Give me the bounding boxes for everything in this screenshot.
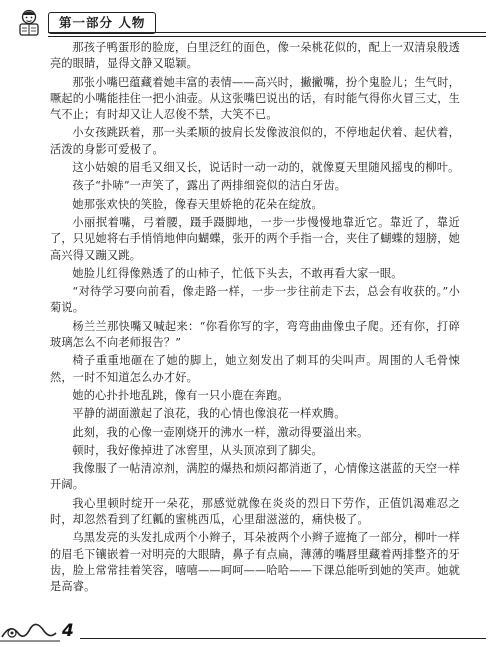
paragraph: 小女孩跳跃着，那一头柔顺的披肩长发像波浪似的，不停地起伏着、起伏着，活泼的身影可爱极了。 bbox=[50, 126, 460, 156]
article-body bbox=[50, 40, 460, 598]
paragraph: 此刻，我的心像一壶刚烧开的沸水一样，激动得要溢出来。 bbox=[72, 425, 369, 439]
header-rule bbox=[48, 32, 486, 33]
paragraph: “对待学习要向前看，像走路一样，一步一步往前走下去，总会有收获的。”小菊说。 bbox=[50, 285, 460, 315]
paragraph: 小丽抿着嘴，弓着腰，蹑手蹑脚地，一步一步慢慢地靠近它。靠近了，靠近了，只见她将右手悄悄地伸向蝴蝶，张开的两个手指一合，夹住了蝴蝶的翅膀，她高兴得又蹦又跳。 bbox=[50, 215, 460, 262]
paragraph: 我像服了一帖清凉剂，满腔的爆热和烦闷都消逝了，心情像这湛蓝的天空一样开阔。 bbox=[50, 462, 460, 492]
paragraph: 乌黑发亮的头发扎成两个小辫子，耳朵被两个小辫子遮掩了一部分，柳叶一样的眉毛下镶嵌着一对明亮的大眼睛，鼻子有点扁，薄薄的嘴唇里藏着两排整齐的牙齿，脸上常常挂着笑容，嘻嘻——呵呵——哈哈——下课总能听到她的笑声。她就是高睿。 bbox=[50, 531, 460, 594]
paragraph: 那张小嘴巴蕴藏着她丰富的表情——高兴时，撇撇嘴，扮个鬼脸儿；生气时，噘起的小嘴能挂住一把小油壶。从这张嘴巴说出的话，有时能气得你火冒三丈，生气不止；有时却又让人忍俊不禁，大笑不已。 bbox=[50, 75, 460, 122]
paragraph: 她脸儿红得像熟透了的山柿子，忙低下头去，不敢再看大家一眼。 bbox=[72, 266, 403, 280]
paragraph: 这小姑娘的眉毛又细又长，说话时一动一动的，就像夏天里随风摇曳的柳叶。 bbox=[72, 161, 460, 175]
section-title: 第一部分 人物 bbox=[48, 12, 156, 34]
paragraph: 她的心扑扑地乱跳，像有一只小鹿在奔跑。 bbox=[72, 388, 289, 402]
page-header bbox=[14, 8, 486, 36]
paragraph: 椅子重重地砸在了她的脚上，她立刻发出了刺耳的尖叫声。周围的人毛骨悚然，一时不知道怎么办才好。 bbox=[50, 354, 460, 384]
paragraph: 杨兰兰那快嘴又喊起来：“你看你写的字，弯弯曲曲像虫子爬。还有你，打碎玻璃怎么不向老师报告？” bbox=[50, 319, 460, 350]
page-footer bbox=[0, 613, 500, 647]
paragraph: 孩子“扑哧”一声笑了，露出了两排细瓷似的洁白牙齿。 bbox=[72, 179, 347, 193]
paragraph: 我心里顿时绽开一朵花，那感觉就像在炎炎的烈日下劳作，正值饥渴难忍之时，却忽然看到了红瓤的蜜桃西瓜，心里甜滋滋的，痛快极了。 bbox=[50, 496, 460, 527]
footer-rule bbox=[80, 638, 486, 639]
paragraph: 她那张欢快的笑脸，像春天里娇艳的花朵在绽放。 bbox=[72, 197, 323, 211]
page-number: 4 bbox=[62, 621, 74, 641]
paragraph: 那孩子鸭蛋形的脸庞，白里泛红的面色，像一朵桃花似的，配上一双清泉般透亮的眼睛，显得文静又聪颖。 bbox=[50, 41, 460, 71]
paragraph: 平静的湖面激起了浪花，我的心情也像浪花一样欢腾。 bbox=[72, 407, 346, 421]
paragraph: 顿时，我好像掉进了冰窖里，从头顶凉到了脚尖。 bbox=[72, 443, 323, 457]
header-rule-thin bbox=[48, 36, 486, 37]
student-reading-icon bbox=[14, 8, 48, 38]
